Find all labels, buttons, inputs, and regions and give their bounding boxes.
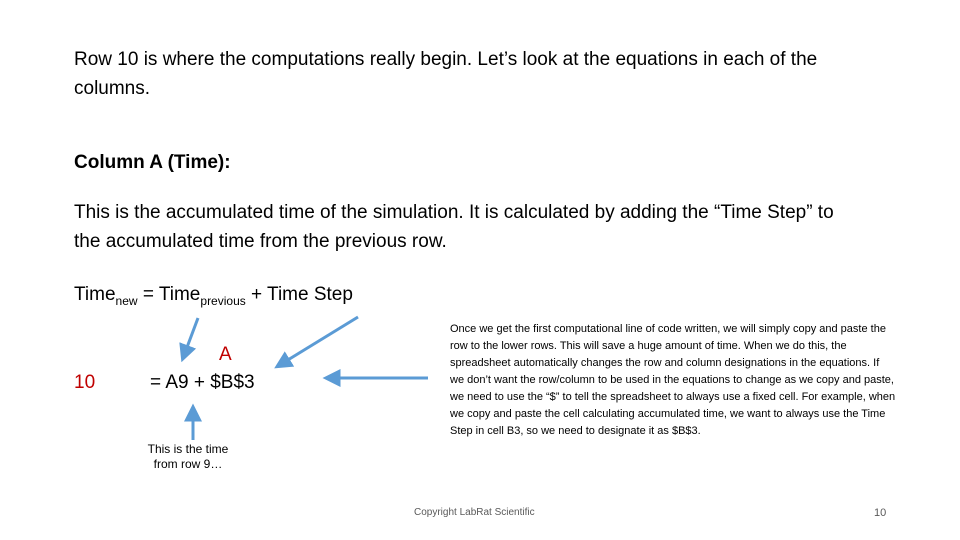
copy-paste-note: Once we get the first computational line of code written, we will simply copy and paste the row to the lower rows. This will save a huge amount of time. When we do this, the spreadsheet automatically changes the row and column designations in the equations. If we don’t want the row/column to be used in the equations to change as we copy and paste, we need to use the “$” to tell the spreadsheet to always use a fixed cell. For example, when we copy and paste the cell calculating accumulated time, we want to always use the Time Step in cell B3, so we need to designate it as $B$3. bbox=[450, 323, 896, 437]
page-number: 10 bbox=[874, 507, 887, 519]
intro-paragraph: Row 10 is where the computations really begin. Let’s look at the equations in each of the columns. bbox=[74, 49, 818, 99]
arrow-timestep-to-b3 bbox=[278, 317, 358, 366]
column-a-label: A bbox=[219, 344, 232, 365]
equation-time-term: Time bbox=[74, 284, 116, 305]
equation-plus-time-step: + Time Step bbox=[245, 284, 353, 305]
section-heading: Column A (Time): bbox=[74, 152, 231, 173]
copyright-footer: Copyright LabRat Scientific bbox=[414, 507, 535, 518]
equation-equals: = bbox=[137, 284, 159, 305]
row-number: 10 bbox=[74, 372, 96, 393]
description-paragraph: This is the accumulated time of the simulation. It is calculated by adding the “Time Step” to the accumulated time from the previous row. bbox=[74, 202, 834, 252]
time-from-row-9-note: This is the time from row 9… bbox=[147, 442, 229, 471]
equation-previous-subscript: previous bbox=[200, 294, 246, 308]
equation-new-subscript: new bbox=[115, 294, 138, 308]
arrow-new-to-a9 bbox=[183, 318, 198, 358]
spreadsheet-formula: = A9 + $B$3 bbox=[150, 372, 255, 393]
equation-time-term-2: Time bbox=[158, 284, 201, 305]
